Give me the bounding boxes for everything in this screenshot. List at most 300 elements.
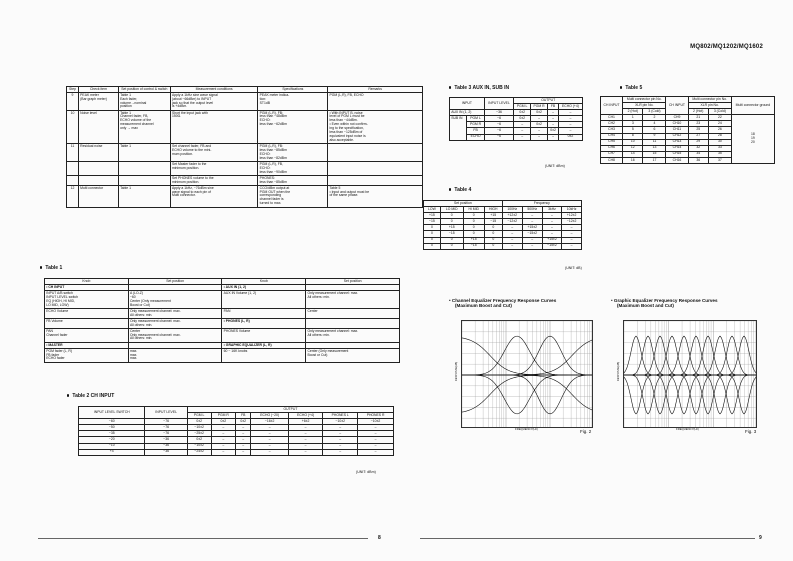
table1-knob: • MASTER [45,342,129,348]
table3-cell: – [530,116,547,122]
table1-position [306,319,400,329]
table2-cell: – [323,431,358,437]
table3-cell: 0±2 [530,110,547,116]
table2-cell: 0±2 [236,419,251,425]
check-cell: • With INPUT B, noise level of PGM L must be less than −44dBm. • Even within not confirm- ing to the specification, less than −125dBm of equivalent input noise is also acceptable. [328,110,423,143]
table1-position: Only measurement channel: max. All others: min. [128,319,222,329]
footer-rule-right [420,538,755,539]
band-cut-curve [624,375,757,414]
table2-cell: – [358,425,394,431]
fig3-caption: • Graphic Equalizer Frequency Response Curves (Maximum Boost and Cut) [611,298,718,309]
table2-cell: +6±2 [288,419,322,425]
table5 [600,96,775,164]
table-row [424,243,582,249]
check-cell: PEAK meter indica- tion: ST1dB [258,93,328,111]
check-cell: Set Master fader to the minimum position. [170,162,258,176]
table4-cell: 0 [424,243,441,249]
table5-cell: CH15 [666,151,688,157]
check-cell: PGM (L,R), FB: less than −85dBm ECHO: less than −82dBm [258,144,328,162]
table1-position: Center [306,309,400,319]
band-boost-curve [624,336,757,375]
table5-pin-header: 2 (Hot) [623,109,643,115]
table2-cell: – [251,449,289,455]
table2-cell: −16±2 [251,419,289,425]
table4-cell: 0 [484,243,502,249]
check-cell [118,162,170,176]
check-cell: 11 [67,144,79,162]
check-cell: 10 [67,110,79,143]
table3-cell: – [558,110,582,116]
table1-knob: AUX IN Volume (1, 2) [222,291,306,309]
table2-cell: – [358,449,394,455]
table5-cell: 4 [643,121,666,127]
table4-header-cell: HI MID [463,207,484,213]
check-header-cell: Check item [78,87,118,93]
table5-cell: CH2 [601,121,623,127]
model-header: MQ802/MQ1202/MQ1602 [690,44,763,50]
table3-cell: ECHO [467,134,484,140]
table5-cell: CH11 [666,127,688,133]
table2-cell: – [251,431,289,437]
table3-cell: – [548,122,559,128]
check-cell: PGM (L,R), FB: less than −48dBm ECHO: less than −62dBm [258,110,328,143]
band-boost-curve [624,336,757,375]
table5-cell: 37 [708,157,731,163]
table3-unit: (UNIT: dBm) [545,164,565,168]
table2-cell: – [323,443,358,449]
table2-cell: – [323,449,358,455]
table5-cell: 21 [688,115,708,121]
table5-cell: 15 [643,151,666,157]
table2-cell: – [251,425,289,431]
table3-cell: – [514,134,531,140]
table2-header-cell: ECHO (−20) [251,413,289,419]
table3-cell: FB [467,128,484,134]
table4-cell: – [502,243,522,249]
table5-cell: 24 [708,121,731,127]
table1-knob: • AUX IN (1, 2) [222,285,306,291]
table1-knob: • GRAPHIC EQUALIZER (L, R) [222,342,306,348]
band-cut-curve [624,375,757,414]
table2-cell: – [358,443,394,449]
table1-position: A (LO-Z) −60 Center (Only measurement Boost or Cut) [128,291,222,309]
check-cell: PEAK meter (Bar graph meter) [78,93,118,111]
table2-cell: −20 [79,437,145,443]
table-row [45,291,400,309]
table4-header-cell: 100Hz [502,207,522,213]
band-boost-curve [624,336,757,375]
table2-cell: – [358,431,394,437]
check-cell [328,162,423,176]
table5-cell: 32 [688,145,708,151]
table2-cell: – [236,437,251,443]
table2-cell: −36 [145,449,187,455]
table2 [78,406,394,456]
table2-header-cell: PHONES R [358,413,394,419]
table5-cell: 6 [643,127,666,133]
table5-cell: 25 [688,127,708,133]
table2-header-cell: INPUT LEVEL [145,407,187,419]
table4-cell: – [542,219,562,225]
table3-cell: – [548,110,559,116]
table3-cell: PGM L [467,116,484,122]
table4-header-cell: 500Hz [522,207,542,213]
table2-cell: +4 [79,449,145,455]
check-header-cell: Set position of control & switch [118,87,170,93]
table4-cell: +12±2 [502,213,522,219]
table-row [45,309,400,319]
fig2-label: Fig. 2 [580,429,592,434]
band-cut-curve [624,375,757,414]
table4-cell: 0 [424,225,441,231]
table4-cell: −15±2 [542,243,562,249]
table5-cell: 2 [643,115,666,121]
table4-cell: −12±2 [562,219,582,225]
fig2-ylabel: RESPONSE(dB) [455,361,459,382]
table5-sub-header: XLR pin No. [688,103,731,109]
table5-header-cell: Multi connector pin No. [688,97,731,103]
table2-cell: – [236,449,251,455]
check-cell [67,176,79,186]
table2-cell: −10±2 [187,425,211,431]
table-row [67,93,423,111]
table4-cell: – [542,231,562,237]
check-header-cell: Measurement conditions [170,87,258,93]
table3-cell: 0±2 [530,122,547,128]
check-header-cell: Specifications [258,87,328,93]
table5-cell: 12 [623,145,643,151]
table4-header-cell: 10kHz [562,207,582,213]
table3-cell: – [514,122,531,128]
table1-knob: • PHONES (L, R) [222,319,306,329]
table4-cell: 0 [440,243,463,249]
check-cell [328,176,423,186]
table4-set-label: Set position [424,201,503,207]
table-row [45,349,400,363]
table3-cell: – [530,128,547,134]
table2-cell: 0±2 [187,437,211,443]
table4-cell: 0 [463,213,484,219]
table4-cell: 0 [484,231,502,237]
check-cell: Table 1 [118,186,170,208]
table4-cell: +15±2 [522,225,542,231]
table4-title: Table 4 [449,188,471,194]
table1-knob: ECHO Volume [45,309,129,319]
table5-ground: 18 19 20 [731,115,774,164]
table5-cell: CH3 [601,127,623,133]
table3-header-cell: PGM R [530,104,547,110]
table3-header-cell: FB [548,104,559,110]
table2-cell: 0±2 [211,419,236,425]
check-cell: Table 5 • Input and output must be of the same phase. [328,186,423,208]
table5-cell: CH10 [666,121,688,127]
check-cell: Table 1 Channel fader, FB, ECHO volume of the measurement channel only → max [118,110,170,143]
fig2-xlabel: FREQUENCY(Hz) [515,427,538,431]
table3-cell: 0±2 [548,128,559,134]
table3-cell: PGM R [467,122,484,128]
check-cell: Apply a 1kHz, −76dBm sine wave signal to each pin of Multi connector. [170,186,258,208]
band-boost-curve [624,336,757,375]
table1-knob: • CH INPUT [45,285,129,291]
fig3-ylabel: RESPONSE(dB) [617,361,621,382]
table2-cell: −35 [79,431,145,437]
table3-cell: – [558,128,582,134]
check-cell: PHONES: less than −85dBm [258,176,328,186]
table4-cell: 0 [440,219,463,225]
table3-cell: – [514,128,531,134]
check-cell [118,176,170,186]
table1-knob: FB Volume [45,319,129,329]
table4-cell: – [562,225,582,231]
table3-cell: SUB IN [450,116,467,140]
table2-cell: −10 [79,443,145,449]
table2-cell: −36 [145,443,187,449]
table3 [449,97,583,141]
band-boost-curve [624,336,757,375]
table5-cell: CH7 [601,151,623,157]
footer-rule-left [38,538,368,539]
table2-header-cell: PGM L [187,413,211,419]
table1-position: Center (Only measurement Boost or Cut) [306,349,400,363]
table5-header-cell: Multi connector ground [731,97,774,115]
table2-cell: – [211,431,236,437]
check-cell [78,176,118,186]
table1-position: Only measurement channel: max. All others: min. [306,329,400,343]
table1-position: Center Only measurement channel: max. All others: min. [128,329,222,343]
table4-cell: 0 [440,213,463,219]
table4-cell: +15 [463,237,484,243]
table2-cell: – [211,437,236,443]
table4-cell: 0 [463,231,484,237]
table5-cell: 35 [708,151,731,157]
check-cell [78,162,118,176]
table5-cell: CH16 [666,157,688,163]
table4-cell: −15±2 [522,231,542,237]
table4-cell: 0 [463,225,484,231]
table5-cell: 14 [623,151,643,157]
table-row [79,449,394,455]
hi-mid-boost-curve [462,336,593,375]
table3-cell: – [548,134,559,140]
table1-title: Table 1 [40,266,62,272]
table4-cell: – [542,213,562,219]
table5-sub-header: XLR pin No. [623,103,666,109]
table4-cell: +15 [440,225,463,231]
table1-header-cell: Set position [306,279,400,285]
table4-cell: −15 [424,219,441,225]
check-cell: Multi connector [78,186,118,208]
table5-cell: 17 [643,157,666,163]
table5-cell: 23 [688,121,708,127]
table3-header-cell: ECHO (+4) [558,104,582,110]
table2-cell: – [236,431,251,437]
table3-cell: −6 [484,128,514,134]
band-boost-curve [624,336,757,375]
table2-header-cell: FB [236,413,251,419]
table2-cell: −60 [79,419,145,425]
table5-header-cell: Multi connector pin No. [623,97,666,103]
table5-cell: 11 [643,139,666,145]
table5-cell: 8 [623,133,643,139]
table5-cell: 28 [708,133,731,139]
hi-mid-cut-curve [462,375,593,414]
table3-cell: −6 [484,116,514,122]
table2-cell: – [323,437,358,443]
check-cell: Short the input jack with 150Ω. [170,110,258,143]
table4-cell: – [522,219,542,225]
table3-header-cell: PGM L [514,104,531,110]
table1-knob: PHONES Volume [222,329,306,343]
table2-output-label: OUTPUT [187,407,393,413]
table2-cell: – [288,449,322,455]
band-cut-curve [624,375,757,414]
table4-cell: 0 [440,237,463,243]
table4-cell: −15 [440,231,463,237]
check-cell: PGM (L,R), FB, ECHO [328,93,423,111]
table3-cell: 0±2 [514,110,531,116]
page-number-right: 9 [759,535,762,541]
table5-cell: 13 [643,145,666,151]
table4-cell: – [542,225,562,231]
table5-cell: 3 [623,121,643,127]
table2-cell: – [323,425,358,431]
table2-cell: −76 [145,419,187,425]
table2-cell: −24±2 [187,449,211,455]
table1 [44,278,400,363]
table1-knob: 60 ~ 16K knobs [222,349,306,363]
table1-knob: PGM fader (L, R) FB fader ECHO fader [45,349,129,363]
table3-cell: 0±2 [514,116,531,122]
table1-header-cell: Knob [45,279,129,285]
table4-cell: – [522,213,542,219]
table4-cell: – [562,243,582,249]
table1-header-cell: Knob [222,279,306,285]
table4-cell: 0 [484,237,502,243]
check-procedure-table [66,86,423,208]
table1-knob: PAN Channel fader [45,329,129,343]
table-row [67,162,423,176]
table2-unit: (UNIT: dBm) [356,470,376,474]
band-boost-curve [624,336,757,375]
table2-header-cell: ECHO (+4) [288,413,322,419]
table4-cell: −15 [484,219,502,225]
table2-cell: −10±2 [358,419,394,425]
channel-eq-graph [461,320,593,428]
table4-header-cell: LO MID [440,207,463,213]
table3-cell: −36 [484,110,514,116]
band-boost-curve [624,336,757,375]
table5-cell: CH4 [601,133,623,139]
fig3-label: Fig. 3 [745,429,757,434]
check-cell: Set PHONES volume to the minimum position. [170,176,258,186]
check-cell: PGM (L,R), FB, ECHO: less than −90dBm [258,162,328,176]
table5-cell: 30 [708,139,731,145]
check-header-cell: Remarks [328,87,423,93]
table4-cell: – [502,225,522,231]
table2-cell: −10±2 [323,419,358,425]
table2-cell: – [211,443,236,449]
check-cell: Table 1 [118,144,170,162]
fig2-caption: • Channel Equalizer Frequency Response Curves (Maximum Boost and Cut) [449,298,557,309]
table5-header-cell: CH INPUT [666,97,688,115]
table2-cell: – [211,449,236,455]
table5-cell: CH8 [601,157,623,163]
check-cell: 9 [67,93,79,111]
table1-position: max. max. max. [128,349,222,363]
table2-title: Table 2 CH INPUT [67,394,114,400]
table5-cell: 22 [708,115,731,121]
table4-cell: +15 [484,213,502,219]
lo-mid-cut-curve [462,375,593,414]
table4 [423,200,582,250]
table4-cell: +15±2 [542,237,562,243]
table4-cell: +12±2 [562,213,582,219]
table2-cell: – [236,443,251,449]
table5-cell: CH13 [666,139,688,145]
table3-title: Table 3 AUX IN, SUB IN [449,86,509,92]
table3-cell: −6 [484,134,514,140]
band-cut-curve [624,375,757,414]
band-boost-curve [624,336,757,375]
check-cell: 12 [67,186,79,208]
table5-cell: CH1 [601,115,623,121]
table2-cell: – [288,425,322,431]
band-cut-curve [624,375,757,414]
band-boost-curve [624,336,757,375]
table4-cell: – [562,237,582,243]
table5-header-cell: CH INPUT [601,97,623,115]
table5-cell: 34 [688,151,708,157]
table3-output-label: OUTPUT [514,98,583,104]
table5-cell: CH9 [666,115,688,121]
table5-cell: 27 [688,133,708,139]
table2-cell: – [251,443,289,449]
table5-cell: 29 [688,139,708,145]
table2-cell: – [288,431,322,437]
table5-title: Table 5 [620,86,642,92]
check-cell: Noise level [78,110,118,143]
band-cut-curve [624,375,757,414]
table2-cell: 0±2 [187,419,211,425]
table1-knob: INPUT A/B switch INPUT LEVEL switch EQ (HIGH, HI MID, LO MID, LOW) [45,291,129,309]
table-row [67,144,423,162]
table4-cell: – [522,237,542,243]
table4-cell: 0 [463,219,484,225]
table4-freq-label: Frequency [502,201,581,207]
graphic-eq-graph [623,320,757,428]
table4-cell: – [562,231,582,237]
table-row [450,134,583,140]
table5-cell: CH14 [666,145,688,151]
table-row [67,186,423,208]
band-cut-curve [624,375,757,414]
table2-cell: – [251,437,289,443]
table2-cell: – [288,437,322,443]
check-cell: Residual noise [78,144,118,162]
table1-position: Only measurement channel: max. All others: min. [306,291,400,309]
table4-cell: −15 [463,243,484,249]
table4-cell: 0 [424,237,441,243]
table5-cell: CH12 [666,133,688,139]
table5-cell: CH5 [601,139,623,145]
table3-header-cell: INPUT LEVEL [484,98,514,110]
table5-cell: CH6 [601,145,623,151]
table3-cell: – [558,116,582,122]
fig3-xlabel: FREQUENCY(Hz) [676,427,699,431]
table4-header-cell: 3kHz [542,207,562,213]
table3-header-cell: INPUT [450,98,485,110]
table2-cell: −76 [145,431,187,437]
